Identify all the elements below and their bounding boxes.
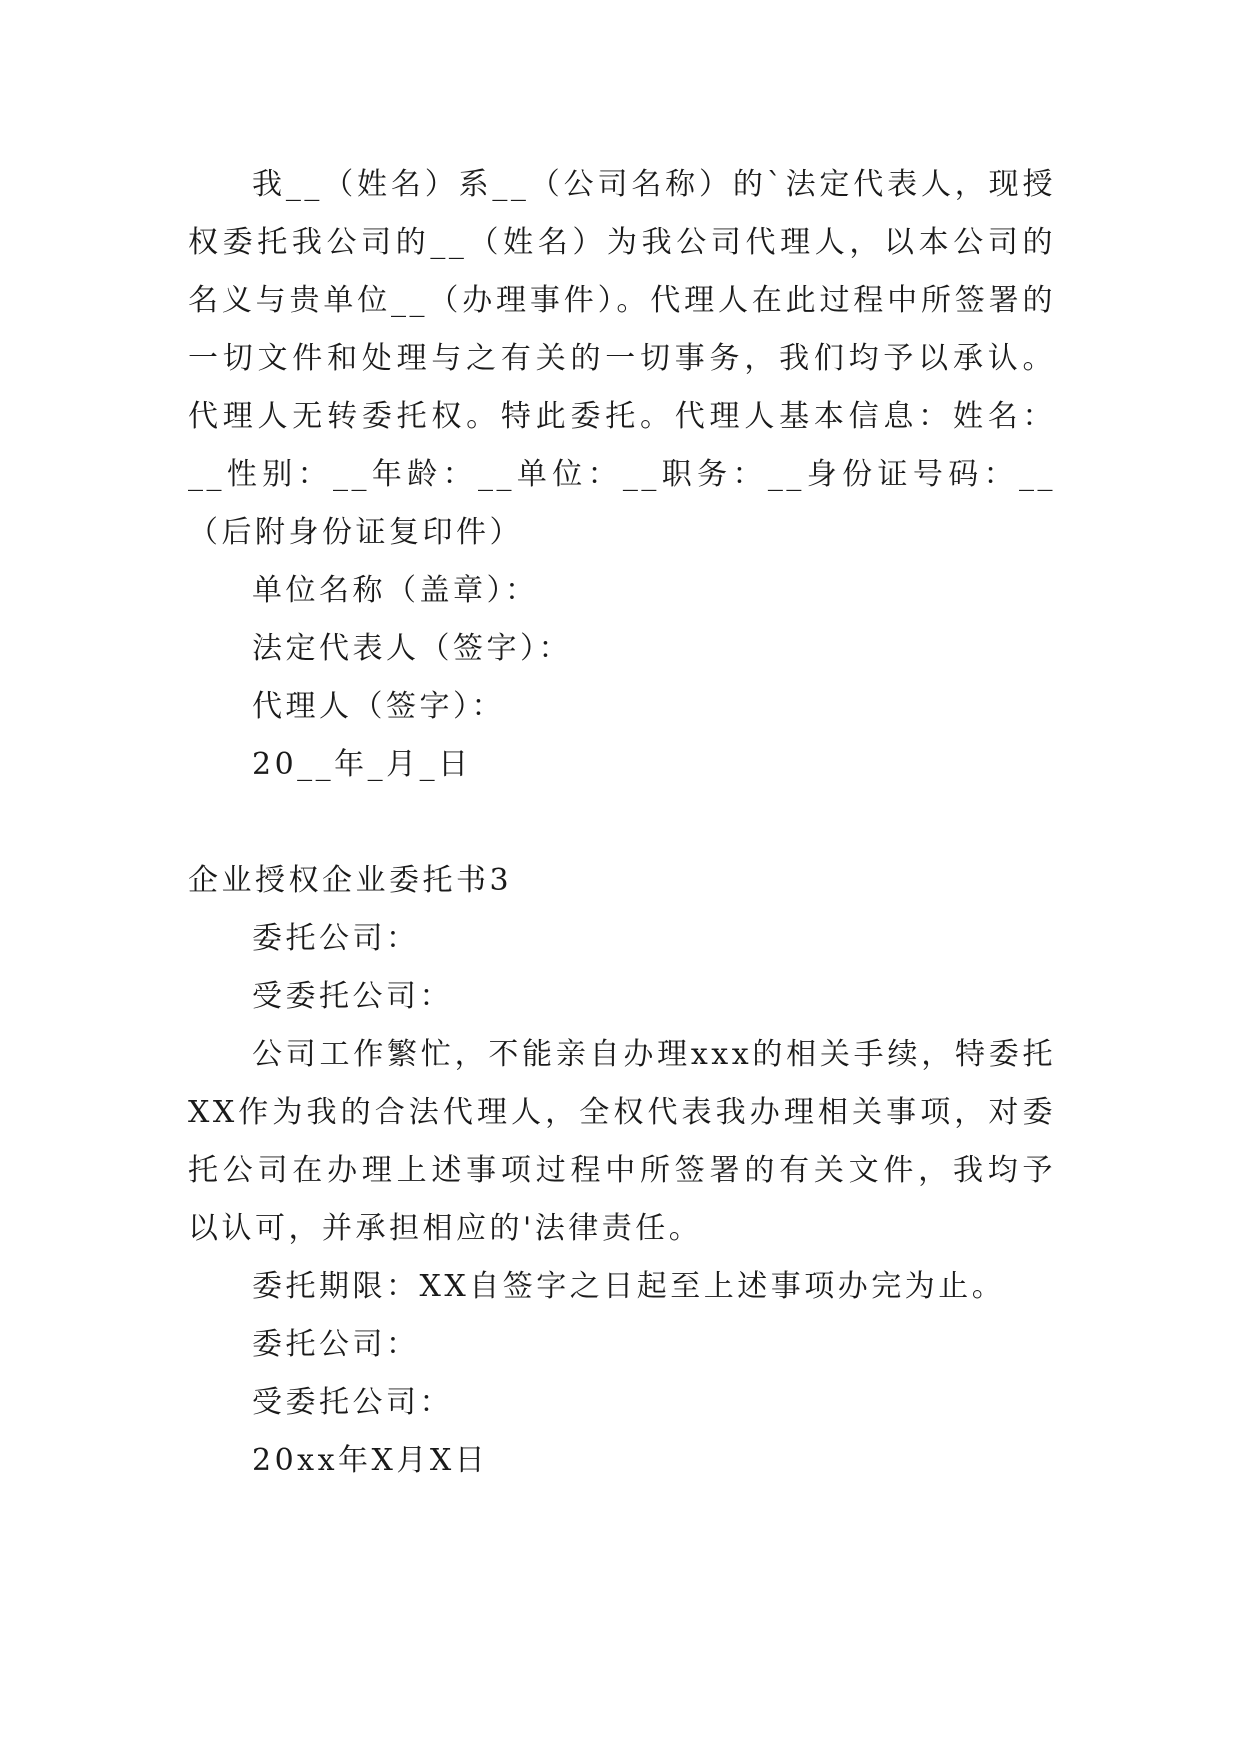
agent-signature-line: 代理人（签字）： xyxy=(252,689,505,724)
unit-name-seal-line: 单位名称（盖章）： xyxy=(252,573,539,608)
date-line-2: 20xx年X月X日 xyxy=(252,1443,489,1478)
date-line: 20__年_月_日 xyxy=(252,747,472,782)
section-title: 企业授权企业委托书3 xyxy=(188,863,513,898)
document-page xyxy=(188,156,1056,1490)
entrusted-company-line-2: 受委托公司： xyxy=(252,1385,453,1420)
section-spacer xyxy=(188,794,1056,852)
entrusting-company-line: 委托公司： xyxy=(252,921,420,956)
entrusting-company-line-2: 委托公司： xyxy=(252,1327,420,1362)
legal-representative-signature-line: 法定代表人（签字）： xyxy=(252,631,572,666)
authorization-paragraph: 我__（姓名）系__（公司名称）的`法定代表人，现授权委托我公司的__（姓名）为我公司代理人，以本公司的名义与贵单位__（办理事件）。代理人在此过程中所签署的一切文件和处理与之有关的一切事务，我们均予以承认。代理人无转委托权。特此委托。代理人基本信息：姓名：__性别：__年龄：__单位：__职务：__身份证号码：__（后附身份证复印件） xyxy=(188,167,1056,550)
entrustment-term-line: 委托期限：XX自签字之日起至上述事项办完为止。 xyxy=(252,1269,1006,1304)
entrustment-paragraph: 公司工作繁忙，不能亲自办理xxx的相关手续，特委托XX作为我的合法代理人，全权代表我办理相关事项，对委托公司在办理上述事项过程中所签署的有关文件，我均予以认可，并承担相应的'法律责任。 xyxy=(188,1037,1056,1246)
entrusted-company-line: 受委托公司： xyxy=(252,979,453,1014)
